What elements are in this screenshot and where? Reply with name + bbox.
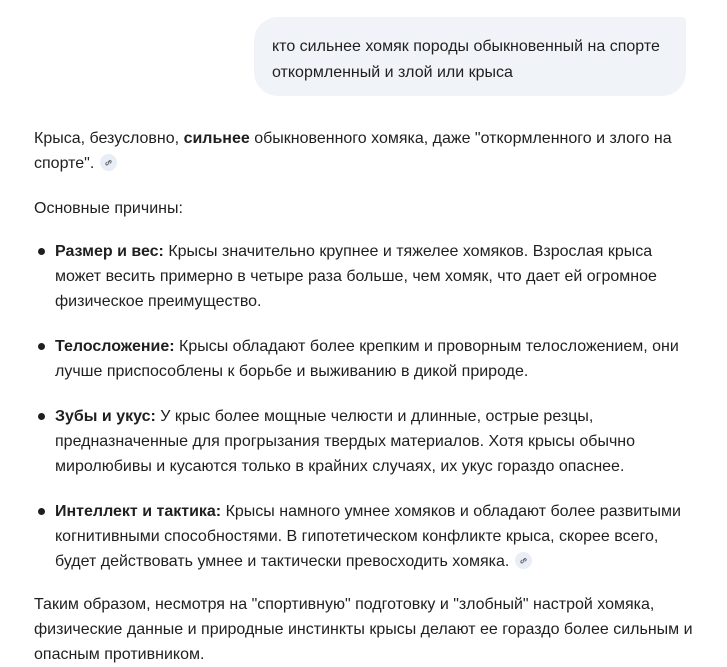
list-item xyxy=(34,404,694,479)
list-item xyxy=(34,239,694,314)
reason-text: Крысы намного умнее хомяков и обладают более развитыми когнитивными способностями. В гипотетическом конфликте крыса, скорее всего, будет действовать умнее и тактически превосходить хомяка. xyxy=(55,503,681,570)
reason-title: Размер и вес: xyxy=(55,243,164,260)
bullet-dot-icon xyxy=(38,343,45,350)
intro-text-after: обыкновенного хомяка, даже "откормленного и злого на спорте". xyxy=(34,130,672,172)
response-conclusion: Таким образом, несмотря на "спортивную" подготовку и "злобный" настрой хомяка, физические данные и природные инстинкты крысы делают ее гораздо более сильным и опасным противником. xyxy=(34,596,693,663)
source-link-chip[interactable] xyxy=(515,552,532,569)
link-icon xyxy=(103,157,114,168)
reasons-heading: Основные причины: xyxy=(34,200,183,217)
bullet-dot-icon xyxy=(38,508,45,515)
reasons-list xyxy=(34,239,694,574)
list-item xyxy=(34,499,694,574)
user-message-line-2: откормленный и злой или крыса xyxy=(272,64,513,81)
bullet-dot-icon xyxy=(38,413,45,420)
link-icon xyxy=(518,555,529,566)
user-message-line-1: кто сильнее хомяк породы обыкновенный на спорте xyxy=(272,38,660,55)
intro-text-before: Крыса, безусловно, xyxy=(34,130,184,147)
reason-text: Крысы значительно крупнее и тяжелее хомяков. Взрослая крыса может весить примерно в четыре раза больше, чем хомяк, что дает ей огромное физическое преимущество. xyxy=(55,243,657,310)
source-link-chip[interactable] xyxy=(100,154,117,171)
bullet-dot-icon xyxy=(38,248,45,255)
response-intro xyxy=(34,126,694,176)
user-message-bubble xyxy=(254,17,686,96)
reason-title: Зубы и укус: xyxy=(55,408,156,425)
reason-text: Крысы обладают более крепким и проворным телосложением, они лучше приспособлены к борьбе и выживанию в дикой природе. xyxy=(55,338,679,380)
reason-title: Телосложение: xyxy=(55,338,175,355)
list-item xyxy=(34,334,694,384)
reason-text: У крыс более мощные челюсти и длинные, острые резцы, предназначенные для прогрызания твердых материалов. Хотя крысы обычно миролюбивы и кусаются только в крайних случаях, их укус гораздо опаснее. xyxy=(55,408,636,475)
assistant-response xyxy=(34,126,694,667)
intro-text-bold: сильнее xyxy=(183,130,250,147)
reason-title: Интеллект и тактика: xyxy=(55,503,222,520)
